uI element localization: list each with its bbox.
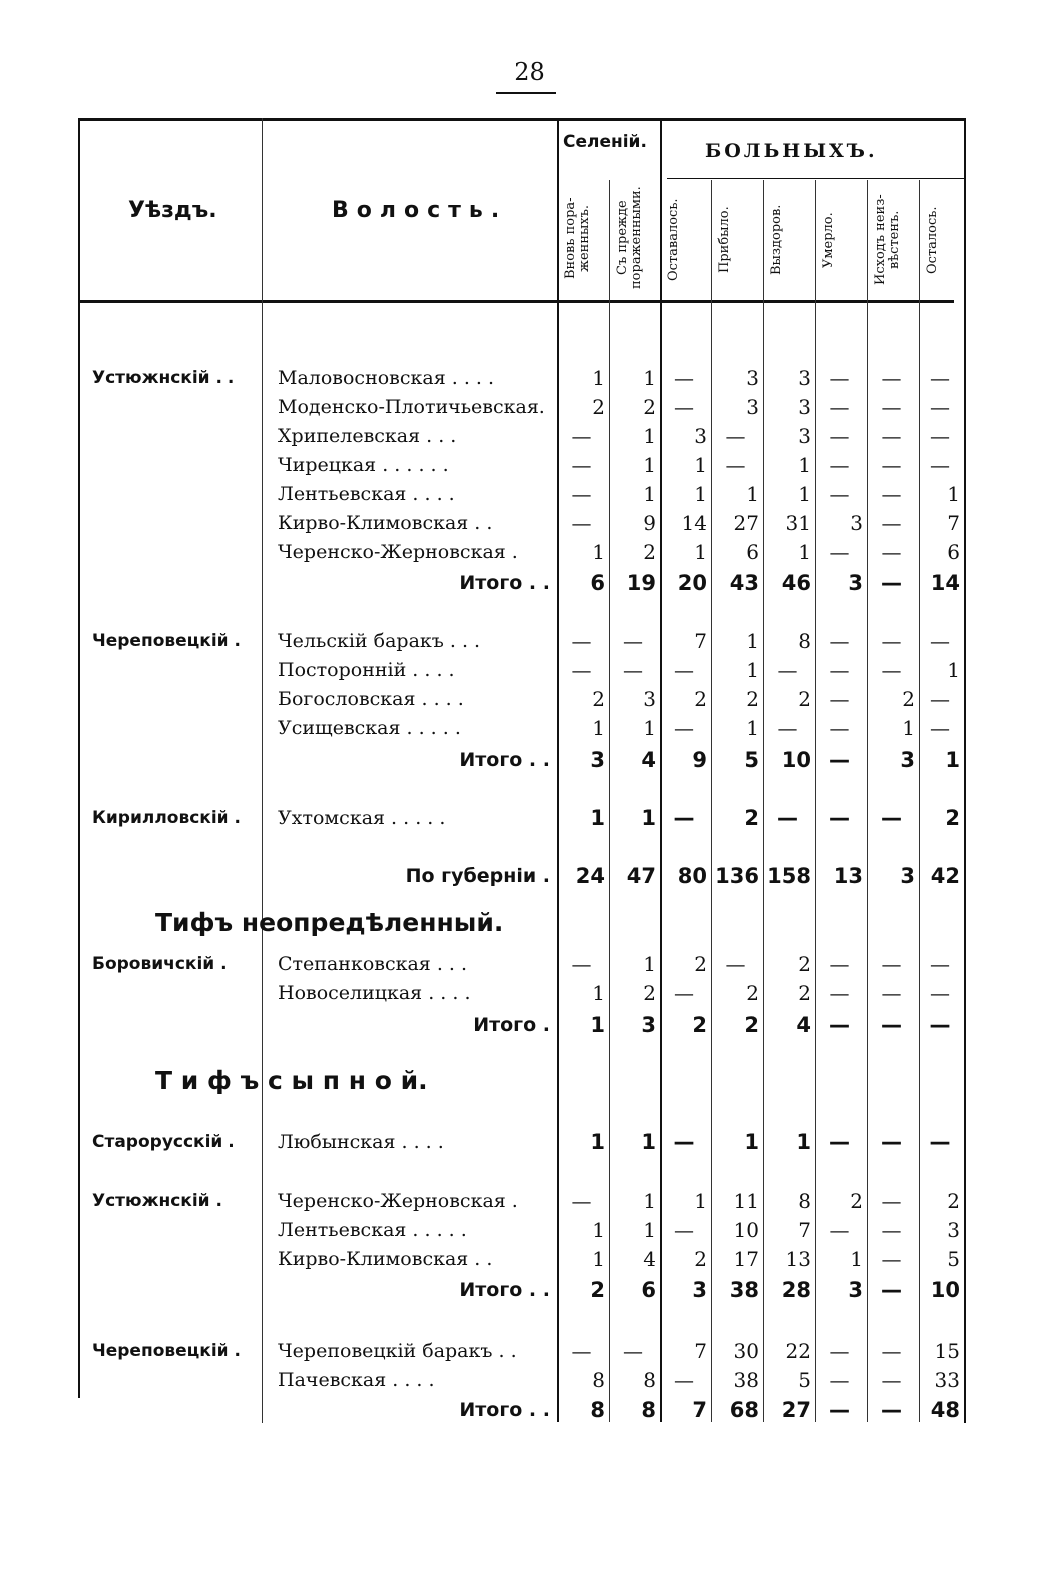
table-cell: 19 [626, 571, 656, 595]
volost-name: Чельскій баракъ . . . [278, 630, 481, 652]
table-cell: — [829, 629, 850, 653]
table-cell: 27 [781, 1398, 811, 1422]
total-label: По губерніи . [405, 865, 550, 887]
volost-name: Посторонній . . . . [278, 659, 455, 681]
volost-name: Лентьевская . . . . [278, 483, 455, 505]
table-cell: — [829, 1013, 850, 1037]
table-cell: — [829, 453, 850, 477]
table-cell: 10 [930, 1278, 960, 1302]
table-cell: 46 [781, 571, 811, 595]
table-cell: 1 [592, 981, 605, 1005]
table-cell: — [881, 540, 902, 564]
table-cell: — [930, 716, 950, 740]
table-cell: 6 [947, 540, 960, 564]
volost-name: Кирво-Климовская . . [278, 1248, 493, 1270]
table-cell: — [674, 1368, 694, 1392]
uezd-name: Череповецкій . [92, 1341, 241, 1361]
table-cell: — [829, 366, 850, 390]
table-top-rule [78, 118, 964, 121]
volost-name: Маловосновская . . . . [278, 367, 495, 389]
table-cell: — [673, 1130, 695, 1154]
table-cell: 1 [798, 453, 811, 477]
table-cell: 1 [643, 1189, 656, 1213]
table-cell: 1 [592, 366, 605, 390]
left-border [78, 118, 80, 1398]
table-cell: — [674, 395, 694, 419]
table-cell: — [881, 1013, 902, 1037]
table-cell: 2 [592, 687, 605, 711]
header-bolnykh: БОЛЬНЫХЪ. [705, 140, 878, 162]
table-cell: — [725, 453, 746, 477]
table-cell: 14 [681, 511, 707, 535]
table-cell: 4 [643, 1247, 656, 1271]
table-cell: 3 [746, 366, 759, 390]
table-cell: — [623, 1339, 643, 1363]
table-cell: 2 [694, 687, 707, 711]
table-cell: — [930, 687, 950, 711]
table-cell: — [829, 658, 850, 682]
table-cell: 1 [744, 1130, 759, 1154]
table-cell: 5 [744, 748, 759, 772]
section-heading: Тифъ неопредѣленный. [155, 908, 504, 937]
table-cell: 1 [902, 716, 915, 740]
volost-name: Степанковская . . . [278, 953, 468, 975]
table-cell: — [829, 1339, 850, 1363]
table-cell: — [881, 1278, 902, 1302]
table-cell: — [571, 511, 592, 535]
table-cell: 1 [641, 806, 656, 830]
table-cell: 8 [643, 1368, 656, 1392]
table-cell: 1 [592, 540, 605, 564]
total-label: Итого . [473, 1014, 550, 1036]
table-cell: — [674, 716, 694, 740]
column-header: Оставалось. [666, 198, 681, 282]
table-cell: — [929, 1130, 951, 1154]
table-cell: 2 [947, 1189, 960, 1213]
table-cell: 1 [590, 1130, 605, 1154]
table-cell: — [623, 658, 643, 682]
page-number-rule [496, 92, 556, 94]
column-header: Осталось. [925, 206, 940, 274]
table-cell: — [881, 1218, 902, 1242]
table-cell: 1 [947, 482, 960, 506]
total-label: Итого . . [459, 749, 550, 771]
table-cell: 8 [798, 629, 811, 653]
table-cell: — [829, 748, 850, 772]
table-cell: 1 [945, 748, 960, 772]
table-cell: — [881, 511, 902, 535]
table-cell: 3 [798, 424, 811, 448]
table-cell: — [829, 687, 850, 711]
table-cell: 68 [729, 1398, 759, 1422]
total-label: Итого . . [459, 1279, 550, 1301]
table-cell: — [881, 395, 902, 419]
table-cell: — [623, 629, 643, 653]
table-cell: — [829, 716, 850, 740]
table-cell: — [571, 1189, 592, 1213]
table-cell: 1 [694, 482, 707, 506]
table-cell: 10 [733, 1218, 759, 1242]
table-cell: 1 [947, 658, 960, 682]
table-cell: 42 [930, 864, 960, 888]
table-cell: 3 [848, 1278, 863, 1302]
table-cell: 8 [592, 1368, 605, 1392]
section-heading: Т и ф ъ с ы п н о й. [155, 1066, 428, 1095]
table-cell: — [571, 629, 592, 653]
table-cell: 1 [643, 482, 656, 506]
table-cell: 24 [575, 864, 605, 888]
volost-name: Череповецкій баракъ . . [278, 1340, 517, 1362]
table-cell: — [674, 658, 694, 682]
table-cell: — [829, 1130, 850, 1154]
table-cell: 38 [733, 1368, 759, 1392]
table-cell: 3 [641, 1013, 656, 1037]
table-cell: — [829, 1398, 850, 1422]
table-cell: — [930, 629, 950, 653]
table-cell: 48 [930, 1398, 960, 1422]
table-cell: — [881, 658, 902, 682]
table-cell: 3 [694, 424, 707, 448]
table-cell: — [829, 1218, 850, 1242]
table-cell: 5 [798, 1368, 811, 1392]
total-label: Итого . . [459, 572, 550, 594]
table-cell: — [881, 453, 902, 477]
table-cell: 1 [798, 482, 811, 506]
volost-name: Усищевская . . . . . [278, 717, 461, 739]
volost-name: Черенско-Жерновская . [278, 541, 518, 563]
header-seleniy: Селеній. [563, 132, 647, 152]
column-header: Вновь пора- женныхъ. [563, 197, 592, 279]
table-cell: — [881, 981, 902, 1005]
table-cell: 3 [692, 1278, 707, 1302]
table-cell: 3 [900, 864, 915, 888]
header-volost: Волость. [332, 198, 508, 223]
table-cell: 2 [692, 1013, 707, 1037]
table-cell: 1 [643, 716, 656, 740]
uezd-name: Череповецкій . [92, 631, 241, 651]
table-cell: 3 [850, 511, 863, 535]
table-cell: 38 [729, 1278, 759, 1302]
table-cell: — [930, 453, 950, 477]
table-cell: 11 [733, 1189, 759, 1213]
table-cell: — [881, 1247, 902, 1271]
table-cell: — [571, 952, 592, 976]
table-cell: 1 [643, 1218, 656, 1242]
table-cell: — [929, 1013, 951, 1037]
header-uezd: Уѣздъ. [128, 198, 217, 223]
table-cell: — [829, 1368, 850, 1392]
table-cell: 1 [590, 806, 605, 830]
table-cell: — [881, 952, 902, 976]
table-cell: — [829, 806, 850, 830]
table-cell: 1 [694, 453, 707, 477]
column-header: Съ прежде пораженными. [615, 186, 644, 290]
table-cell: 27 [733, 511, 759, 535]
table-cell: — [881, 1398, 902, 1422]
table-cell: 20 [677, 571, 707, 595]
table-cell: — [674, 981, 694, 1005]
table-cell: 9 [643, 511, 656, 535]
table-cell: — [930, 424, 950, 448]
table-cell: 13 [785, 1247, 811, 1271]
table-cell: 2 [746, 981, 759, 1005]
uezd-name: Боровичскій . [92, 954, 227, 974]
table-cell: 1 [590, 1013, 605, 1037]
table-cell: — [881, 806, 902, 830]
table-cell: — [881, 1368, 902, 1392]
table-cell: — [777, 806, 798, 830]
table-cell: — [881, 629, 902, 653]
table-cell: 2 [945, 806, 960, 830]
table-cell: — [881, 1339, 902, 1363]
table-cell: 136 [715, 864, 759, 888]
table-cell: 3 [746, 395, 759, 419]
uezd-volost-divider [262, 118, 263, 1423]
table-cell: — [829, 952, 850, 976]
volost-name: Хрипелевская . . . [278, 425, 457, 447]
table-cell: 7 [694, 1339, 707, 1363]
table-cell: 2 [798, 687, 811, 711]
volost-name: Новоселицкая . . . . [278, 982, 471, 1004]
table-cell: 1 [643, 424, 656, 448]
table-cell: 3 [643, 687, 656, 711]
table-cell: — [571, 453, 592, 477]
table-cell: 15 [934, 1339, 960, 1363]
table-cell: 2 [746, 687, 759, 711]
uezd-name: Кирилловскій . [92, 808, 241, 828]
table-cell: 2 [694, 952, 707, 976]
table-cell: — [930, 366, 950, 390]
table-cell: 1 [592, 1247, 605, 1271]
table-cell: — [777, 658, 798, 682]
table-cell: 30 [733, 1339, 759, 1363]
table-cell: 17 [733, 1247, 759, 1271]
table-cell: 2 [850, 1189, 863, 1213]
uezd-name: Устюжнскій . . [92, 368, 235, 388]
table-cell: 3 [900, 748, 915, 772]
volost-name: Лентьевская . . . . . [278, 1219, 467, 1241]
table-cell: 1 [643, 366, 656, 390]
table-cell: 8 [798, 1189, 811, 1213]
table-cell: 8 [641, 1398, 656, 1422]
uezd-name: Старорусскій . [92, 1132, 235, 1152]
table-cell: — [571, 482, 592, 506]
table-cell: 7 [798, 1218, 811, 1242]
table-cell: — [571, 658, 592, 682]
table-cell: 3 [798, 366, 811, 390]
table-cell: 1 [796, 1130, 811, 1154]
table-cell: 6 [641, 1278, 656, 1302]
table-cell: 13 [833, 864, 863, 888]
table-cell: — [881, 482, 902, 506]
table-cell: 28 [781, 1278, 811, 1302]
volost-name: Моденско-Плотичьевская. [278, 396, 545, 418]
total-label: Итого . . [459, 1399, 550, 1421]
column-header: Умерло. [821, 212, 836, 268]
column-header: Выздоров. [769, 204, 784, 276]
table-cell: 5 [947, 1247, 960, 1271]
table-cell: 2 [798, 981, 811, 1005]
table-cell: 14 [930, 571, 960, 595]
table-cell: — [930, 952, 950, 976]
table-cell: — [725, 424, 746, 448]
table-cell: 1 [694, 540, 707, 564]
table-cell: 2 [643, 540, 656, 564]
table-cell: 7 [692, 1398, 707, 1422]
table-cell: 2 [744, 1013, 759, 1037]
column-header: Прибыло. [717, 206, 732, 274]
table-cell: 3 [848, 571, 863, 595]
table-cell: — [674, 1218, 694, 1242]
table-cell: — [829, 482, 850, 506]
table-cell: 1 [643, 952, 656, 976]
volost-name: Кирво-Климовская . . [278, 512, 493, 534]
column-header: Исходъ неиз- вѣстенъ. [873, 194, 902, 286]
table-cell: 4 [796, 1013, 811, 1037]
table-cell: 8 [590, 1398, 605, 1422]
table-cell: — [930, 981, 950, 1005]
table-cell: 1 [746, 629, 759, 653]
volost-name: Пачевская . . . . [278, 1369, 435, 1391]
table-cell: 80 [677, 864, 707, 888]
table-cell: — [881, 424, 902, 448]
uezd-name: Устюжнскій . [92, 1191, 222, 1211]
table-cell: 1 [746, 716, 759, 740]
table-cell: 3 [590, 748, 605, 772]
table-cell: — [829, 981, 850, 1005]
table-cell: 33 [934, 1368, 960, 1392]
table-cell: 2 [643, 981, 656, 1005]
table-cell: 10 [781, 748, 811, 772]
table-cell: 2 [590, 1278, 605, 1302]
table-cell: 1 [643, 453, 656, 477]
table-cell: 2 [694, 1247, 707, 1271]
table-cell: 7 [694, 629, 707, 653]
table-cell: 2 [744, 806, 759, 830]
table-cell: — [930, 395, 950, 419]
table-cell: — [829, 424, 850, 448]
table-cell: 158 [767, 864, 811, 888]
table-cell: — [673, 806, 695, 830]
table-cell: 3 [798, 395, 811, 419]
table-cell: 9 [692, 748, 707, 772]
bolnykh-rule [667, 178, 965, 179]
page-number: 28 [514, 58, 545, 86]
table-cell: 31 [785, 511, 811, 535]
table-cell: 22 [785, 1339, 811, 1363]
table-cell: 6 [746, 540, 759, 564]
table-cell: 4 [641, 748, 656, 772]
table-cell: — [881, 1130, 902, 1154]
table-cell: — [725, 952, 746, 976]
table-cell: 6 [590, 571, 605, 595]
table-cell: — [881, 1189, 902, 1213]
right-border [964, 118, 966, 1423]
table-cell: 1 [746, 658, 759, 682]
table-cell: 1 [694, 1189, 707, 1213]
table-cell: 2 [902, 687, 915, 711]
volost-name: Ухтомская . . . . . [278, 807, 446, 829]
table-cell: — [571, 1339, 592, 1363]
table-cell: 3 [947, 1218, 960, 1242]
volost-name: Чирецкая . . . . . . [278, 454, 449, 476]
volost-name: Любынская . . . . [278, 1131, 444, 1153]
table-cell: — [829, 540, 850, 564]
table-cell: 2 [798, 952, 811, 976]
table-cell: 43 [729, 571, 759, 595]
table-cell: 2 [592, 395, 605, 419]
table-cell: 1 [592, 716, 605, 740]
table-cell: 47 [626, 864, 656, 888]
table-cell: 7 [947, 511, 960, 535]
table-cell: — [777, 716, 798, 740]
table-cell: 1 [592, 1218, 605, 1242]
table-cell: 1 [746, 482, 759, 506]
table-cell: 1 [641, 1130, 656, 1154]
volost-name: Черенско-Жерновская . [278, 1190, 518, 1212]
table-cell: — [674, 366, 694, 390]
table-cell: — [881, 366, 902, 390]
table-cell: 2 [643, 395, 656, 419]
header-bottom-rule [78, 300, 954, 303]
table-cell: 1 [798, 540, 811, 564]
table-cell: 1 [850, 1247, 863, 1271]
table-cell: — [881, 571, 902, 595]
table-cell: — [571, 424, 592, 448]
volost-name: Богословская . . . . [278, 688, 464, 710]
table-cell: — [829, 395, 850, 419]
